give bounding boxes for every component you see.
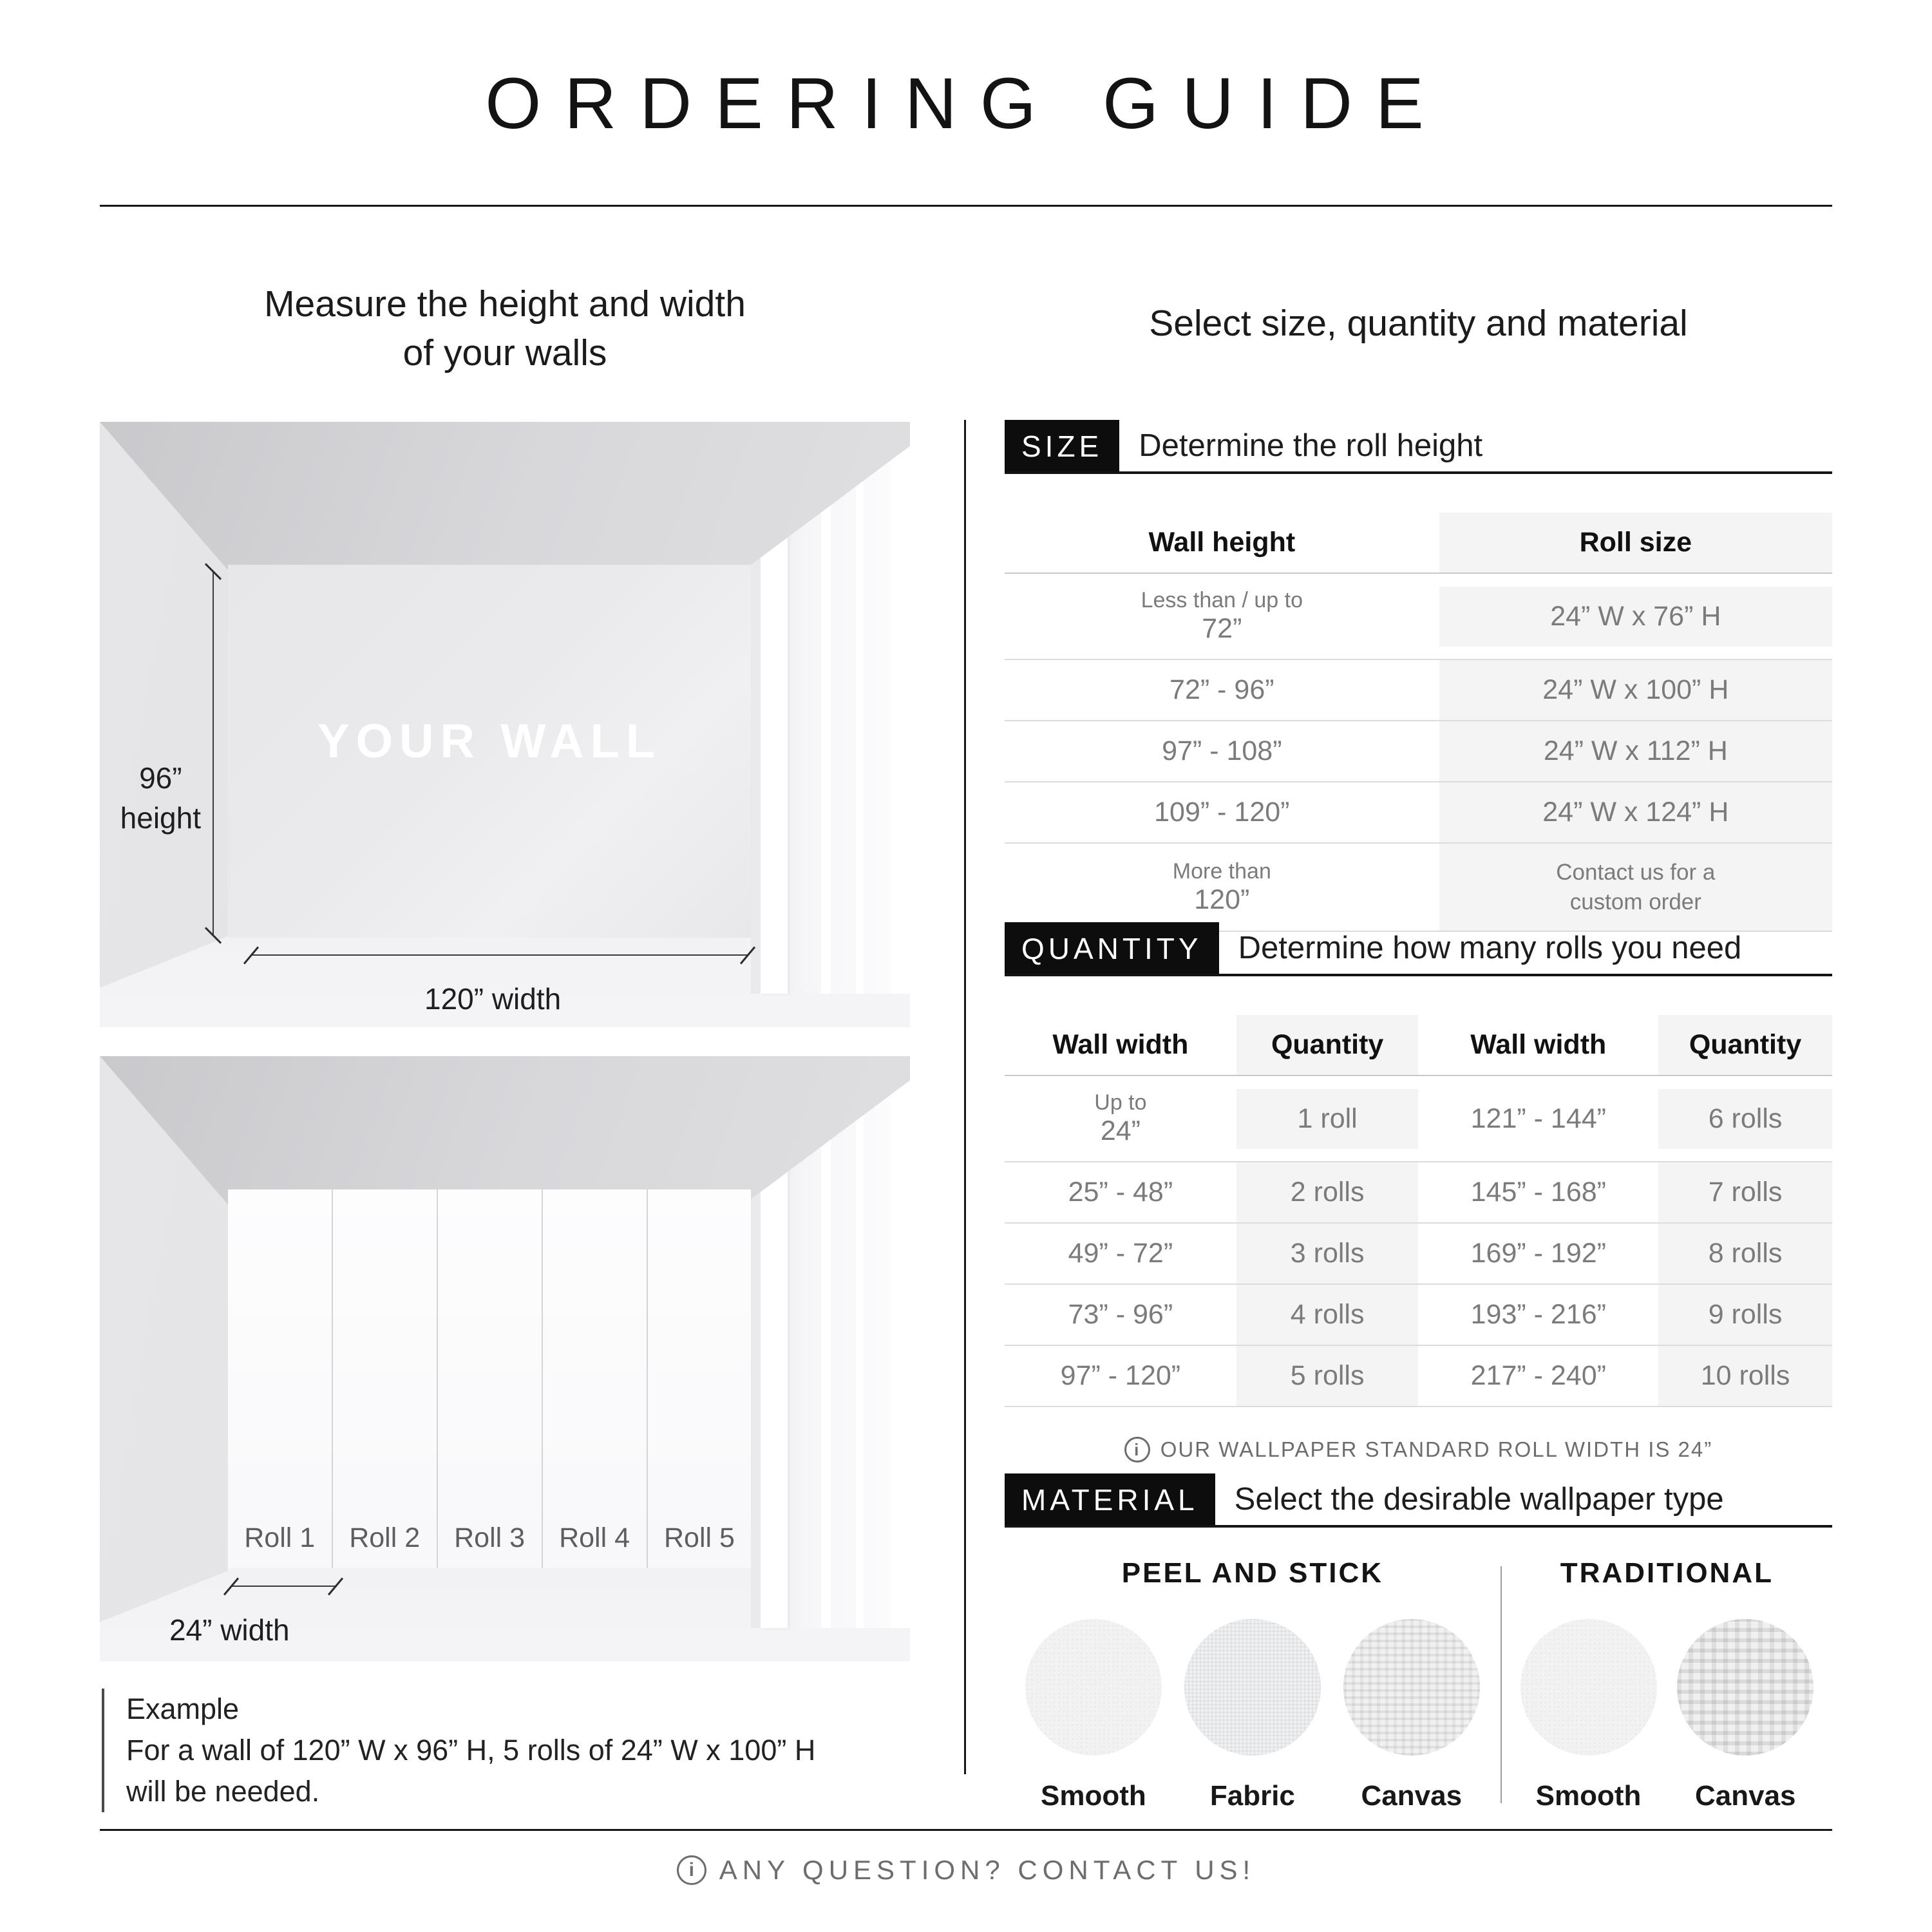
wall-height-cell: 72” - 96”: [1170, 674, 1274, 705]
wallpaper-roll-panel: [438, 1189, 543, 1568]
roll-width-dimension-line: [231, 1586, 336, 1587]
roll-size-cell: 24” W x 112” H: [1439, 721, 1832, 781]
quantity-cell: 8 rolls: [1658, 1224, 1832, 1283]
info-icon: i: [677, 1855, 706, 1885]
dimension-tick: [328, 1577, 343, 1595]
quantity-cell: 1 roll: [1236, 1089, 1419, 1149]
wall-width-cell: 217” - 240”: [1470, 1360, 1606, 1391]
size-table-row: [1005, 574, 1832, 660]
wall-width-cell: 49” - 72”: [1068, 1238, 1173, 1269]
size-header-wall-height: Wall height: [1148, 527, 1296, 558]
back-wall: [228, 565, 752, 938]
size-table-row: [1005, 721, 1832, 782]
quantity-table-row: [1005, 1162, 1832, 1224]
height-word: height: [120, 800, 201, 835]
wall-width-cell: 193” - 216”: [1470, 1299, 1606, 1330]
roll-size-cell: 24” W x 76” H: [1439, 587, 1832, 647]
quantity-table-header-row: [1005, 1015, 1832, 1076]
quantity-section: [1005, 922, 1832, 1463]
wall-width-cell: 169” - 192”: [1470, 1238, 1606, 1269]
swatch-smooth: [1519, 1619, 1659, 1812]
wall-height-cell: 97” - 108”: [1162, 735, 1282, 766]
quantity-cell: 10 rolls: [1658, 1346, 1832, 1406]
dimension-tick: [243, 947, 259, 965]
room-illustration-measure: [100, 422, 910, 1027]
roll-label: Roll 1: [244, 1522, 316, 1554]
quantity-cell: 9 rolls: [1658, 1285, 1832, 1345]
wall-width-cell: [1005, 1076, 1236, 1161]
cell-value: 72”: [1202, 613, 1242, 644]
quantity-table-row: [1005, 1346, 1832, 1407]
cell-prefix: More than: [1172, 858, 1271, 884]
quantity-cell: 2 rolls: [1236, 1162, 1419, 1222]
roll-size-cell: 24” W x 100” H: [1439, 660, 1832, 720]
your-wall-label: YOUR WALL: [317, 714, 662, 768]
wall-width-cell: 73” - 96”: [1068, 1299, 1173, 1330]
info-icon: i: [1124, 1437, 1150, 1463]
size-table-row: [1005, 844, 1832, 932]
wall-height-cell: [1005, 574, 1439, 659]
swatch-smooth: [1023, 1619, 1164, 1812]
roll-width-note: [1005, 1437, 1832, 1463]
height-dimension-line: [213, 572, 214, 935]
custom-order-line1: Contact us for a: [1556, 860, 1716, 885]
material-group-peel-and-stick: [1005, 1557, 1501, 1812]
roll-label: Roll 2: [349, 1522, 421, 1554]
size-table-row: [1005, 660, 1832, 721]
swatch-row: [1502, 1619, 1832, 1812]
fabric-texture-swatch: [1184, 1619, 1321, 1756]
window-mullion: [856, 431, 864, 994]
quantity-cell: 6 rolls: [1658, 1089, 1832, 1149]
wall-width-cell: 97” - 120”: [1060, 1360, 1181, 1391]
quantity-section-header: [1005, 922, 1832, 976]
wall-height-cell: 109” - 120”: [1154, 797, 1290, 828]
example-note: [102, 1689, 842, 1812]
quantity-badge: QUANTITY: [1005, 922, 1219, 974]
swatch-label: Fabric: [1209, 1780, 1295, 1812]
quantity-cell: 4 rolls: [1236, 1285, 1419, 1345]
wallpaper-roll-panels: [228, 1189, 752, 1568]
wall-width-cell: 121” - 144”: [1470, 1103, 1606, 1134]
wall-width-cell: 145” - 168”: [1470, 1177, 1606, 1208]
column-divider: [964, 420, 966, 1774]
quantity-section-title: Determine how many rolls you need: [1238, 931, 1742, 965]
window-mullion: [821, 1065, 831, 1628]
swatch-canvas: [1675, 1619, 1815, 1812]
material-group-label: TRADITIONAL: [1560, 1557, 1774, 1589]
size-section-title: Determine the roll height: [1139, 428, 1483, 463]
qty-header-wall-width-1: Wall width: [1052, 1029, 1189, 1060]
footer: [0, 1855, 1932, 1886]
width-dimension-line: [251, 954, 748, 956]
size-table-body: [1005, 574, 1832, 932]
swatch-fabric: [1182, 1619, 1323, 1812]
roll-label: Roll 4: [559, 1522, 630, 1554]
size-table: [1005, 513, 1832, 932]
room-illustration-rolls: [100, 1056, 910, 1662]
roll-size-cell: 24” W x 124” H: [1439, 782, 1832, 842]
roll-label: Roll 3: [454, 1522, 526, 1554]
material-badge: MATERIAL: [1005, 1473, 1215, 1525]
example-line2: will be needed.: [126, 1774, 320, 1808]
wall-height-cell: [1005, 845, 1439, 930]
qty-header-wall-width-2: Wall width: [1470, 1029, 1607, 1060]
cell-prefix: Up to: [1094, 1090, 1147, 1115]
height-dimension-label: [112, 758, 209, 838]
quantity-cell: 7 rolls: [1658, 1162, 1832, 1222]
size-header-roll-size: Roll size: [1439, 513, 1832, 573]
qty-header-quantity-1: Quantity: [1236, 1015, 1419, 1075]
smooth-texture-swatch: [1025, 1619, 1162, 1756]
footer-text: ANY QUESTION? CONTACT US!: [719, 1855, 1256, 1885]
swatch-label: Canvas: [1694, 1780, 1796, 1812]
example-line1: For a wall of 120” W x 96” H, 5 rolls of 24” W x 100” H: [126, 1733, 816, 1766]
material-group-traditional: [1502, 1557, 1832, 1812]
example-title: Example: [126, 1692, 240, 1725]
left-heading-line2: of your walls: [402, 332, 607, 374]
left-column-heading: [100, 280, 910, 378]
wallpaper-roll-panel: [543, 1189, 648, 1568]
smooth-texture-swatch: [1520, 1619, 1657, 1756]
right-column-heading: Select size, quantity and material: [1149, 303, 1688, 344]
height-value: 96”: [139, 761, 182, 795]
wall-width-cell: 25” - 48”: [1068, 1177, 1173, 1208]
qty-header-quantity-2: Quantity: [1658, 1015, 1832, 1075]
canvas-texture-swatch: [1677, 1619, 1814, 1756]
quantity-table-row: [1005, 1076, 1832, 1162]
window-mullion: [821, 431, 831, 994]
swatch-canvas: [1341, 1619, 1482, 1812]
quantity-cell: 3 rolls: [1236, 1224, 1419, 1283]
window-mullion: [891, 431, 910, 994]
roll-size-cell: [1439, 844, 1832, 931]
quantity-table: [1005, 1015, 1832, 1407]
window-mullion: [856, 1065, 864, 1628]
wallpaper-roll-panel: [333, 1189, 438, 1568]
cell-value: 24”: [1100, 1115, 1141, 1146]
material-section-title: Select the desirable wallpaper type: [1234, 1482, 1724, 1517]
material-group-label: PEEL AND STICK: [1121, 1557, 1384, 1589]
wallpaper-roll-panel: [648, 1189, 752, 1568]
swatch-label: Smooth: [1041, 1780, 1146, 1812]
material-groups: [1005, 1557, 1832, 1812]
size-section: [1005, 420, 1832, 932]
width-dimension-label: 120” width: [424, 981, 562, 1016]
material-section: [1005, 1473, 1832, 1812]
quantity-table-row: [1005, 1224, 1832, 1285]
size-section-header: [1005, 420, 1832, 474]
cell-prefix: Less than / up to: [1141, 588, 1303, 612]
material-section-header: [1005, 1473, 1832, 1528]
size-table-header-row: [1005, 513, 1832, 574]
roll-width-note-text: OUR WALLPAPER STANDARD ROLL WIDTH IS 24”: [1160, 1437, 1713, 1461]
wallpaper-roll-panel: [228, 1189, 333, 1568]
size-table-row: [1005, 782, 1832, 844]
swatch-label: Canvas: [1361, 1780, 1463, 1812]
left-heading-line1: Measure the height and width: [264, 283, 746, 325]
window-mullion: [891, 1065, 910, 1628]
quantity-cell: 5 rolls: [1236, 1346, 1419, 1406]
roll-label: Roll 5: [664, 1522, 735, 1554]
roll-width-dimension-label: 24” width: [169, 1613, 290, 1647]
canvas-texture-swatch: [1343, 1619, 1480, 1756]
cell-value: 120”: [1194, 884, 1250, 915]
bottom-divider-rule: [100, 1829, 1832, 1831]
swatch-label: Smooth: [1535, 1780, 1642, 1812]
custom-order-line2: custom order: [1569, 889, 1701, 914]
quantity-table-row: [1005, 1285, 1832, 1346]
page-title: ORDERING GUIDE: [485, 63, 1447, 144]
size-badge: SIZE: [1005, 420, 1119, 471]
title-divider-rule: [100, 205, 1832, 207]
swatch-row: [1005, 1619, 1501, 1812]
quantity-table-body: [1005, 1076, 1832, 1407]
dimension-tick: [223, 1577, 239, 1595]
